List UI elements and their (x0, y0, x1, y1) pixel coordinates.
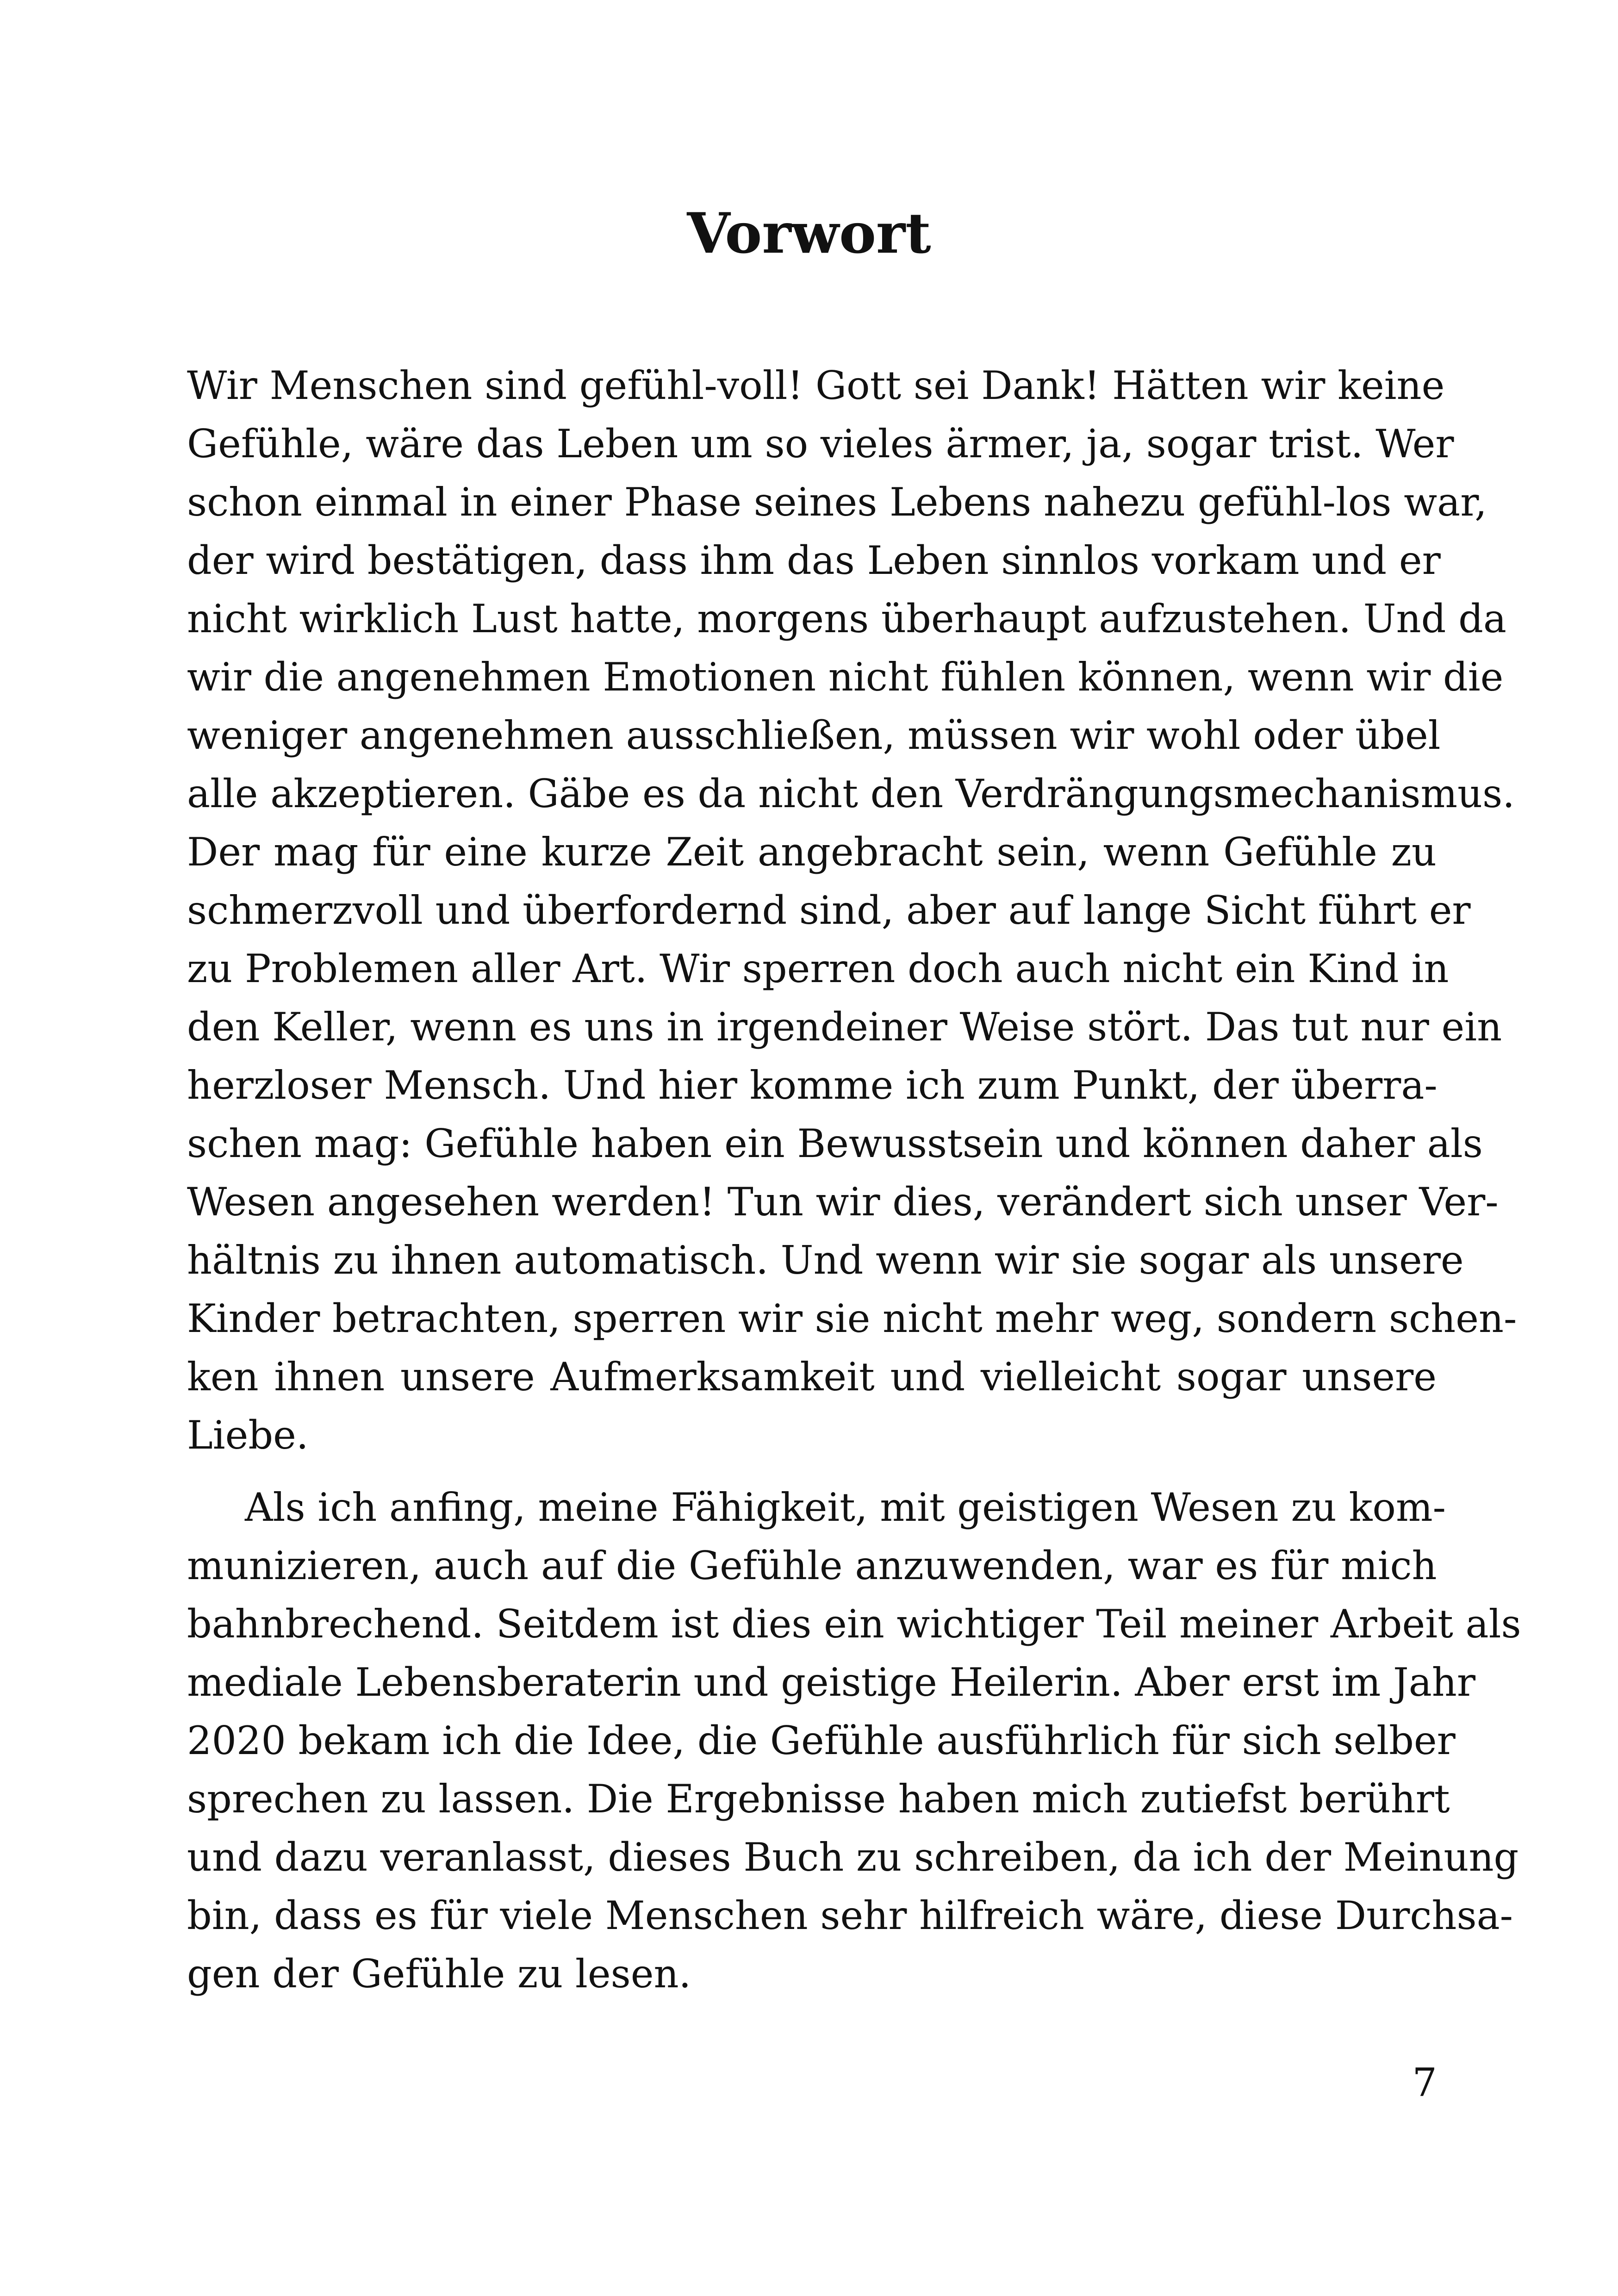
text-line: Gefühle, wäre das Leben um so vieles ärmer, ja, sogar trist. Wer (187, 421, 1454, 467)
page-number: 7 (1412, 2060, 1437, 2105)
text-line: munizieren, auch auf die Gefühle anzuwenden, war es für mich (187, 1543, 1437, 1588)
text-line: Als ich anfing, meine Fähigkeit, mit geistigen Wesen zu kom- (245, 1485, 1446, 1530)
text-line: Wir Menschen sind gefühl-voll! Gott sei Dank! Hätten wir keine (187, 363, 1445, 408)
text-line: schmerzvoll und überfordernd sind, aber auf lange Sicht führt er (187, 888, 1471, 933)
text-line: hältnis zu ihnen automatisch. Und wenn wir sie sogar als unsere (187, 1238, 1464, 1283)
text-line: der wird bestätigen, dass ihm das Leben sinnlos vorkam und er (187, 538, 1441, 583)
text-line: wir die angenehmen Emotionen nicht fühlen können, wenn wir die (187, 654, 1504, 700)
text-line: alle akzeptieren. Gäbe es da nicht den Verdrängungsmechanismus. (187, 771, 1515, 816)
text-line: Liebe. (187, 1412, 309, 1458)
text-line: herzloser Mensch. Und hier komme ich zum Punkt, der überra- (187, 1063, 1438, 1108)
text-line: und dazu veranlasst, dieses Buch zu schreiben, da ich der Meinung (187, 1835, 1519, 1880)
text-line: bahnbrechend. Seitdem ist dies ein wichtiger Teil meiner Arbeit als (187, 1601, 1521, 1647)
text-line: ken ihnen unsere Aufmerksamkeit und vielleicht sogar unsere (187, 1354, 1437, 1400)
text-line: weniger angenehmen ausschließen, müssen wir wohl oder übel (187, 713, 1441, 758)
paragraph-2 (187, 1478, 1521, 2003)
paragraph-1 (187, 356, 1517, 1464)
text-line: bin, dass es für viele Menschen sehr hilfreich wäre, diese Durchsa- (187, 1893, 1513, 1938)
text-line: 2020 bekam ich die Idee, die Gefühle ausführlich für sich selber (187, 1718, 1456, 1763)
text-line: Wesen angesehen werden! Tun wir dies, verändert sich unser Ver- (187, 1179, 1499, 1225)
text-line: den Keller, wenn es uns in irgendeiner Weise stört. Das tut nur ein (187, 1004, 1502, 1050)
paragraph-spacer (187, 1464, 1437, 1478)
text-line: nicht wirklich Lust hatte, morgens überhaupt aufzustehen. Und da (187, 596, 1506, 641)
text-line: Kinder betrachten, sperren wir sie nicht mehr weg, sondern schen- (187, 1296, 1517, 1341)
text-line: schen mag: Gefühle haben ein Bewusstsein und können daher als (187, 1121, 1483, 1166)
text-line: schon einmal in einer Phase seines Lebens nahezu gefühl-los war, (187, 479, 1487, 525)
chapter-title: Vorwort (687, 201, 931, 266)
text-line: mediale Lebensberaterin und geistige Heilerin. Aber erst im Jahr (187, 1660, 1476, 1705)
text-line: Der mag für eine kurze Zeit angebracht sein, wenn Gefühle zu (187, 829, 1437, 875)
body-text (187, 356, 1521, 2003)
text-line: sprechen zu lassen. Die Ergebnisse haben mich zutiefst berührt (187, 1776, 1450, 1822)
text-line: gen der Gefühle zu lesen. (187, 1951, 691, 1997)
text-line: zu Problemen aller Art. Wir sperren doch auch nicht ein Kind in (187, 946, 1449, 991)
